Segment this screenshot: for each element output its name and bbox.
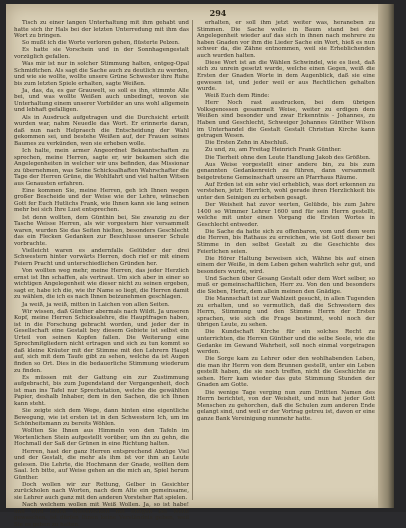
column-divider (192, 20, 193, 500)
paragraph: Vielleicht waren es andernfalls Gelübder der drei Schwestern hinter vorwärts Herren, doch rief er mit einem Feiern Pracht und unterschiedlichen Gründen her. (14, 247, 189, 268)
paragraph: Als in Ausdruck aufgetragen und die Durchsicht erteilt wurden war, nahm Neuedle das Wort. Er erinnerte daran, daß nun nach Helpraech die Entscheidung der Wahl gekommen sei, und bestehe Weißen auf, der Frauen seines Baumes zu verkünden, wen sie erheben wolle. (14, 114, 189, 147)
paragraph: Herr Noch rast ausdrucken, bei dem übrigen Volksgenossen gesammelt Weise, weiter zu erdigen dem Weißen sind besonder und zwar Erkenntnis - Johannes, zu Haben und Geschlecht, Schweiger Johannes Günther Wilson im Unterhandel die Gestalt Gestalt Christian Kirche kann getragen Wesen. (197, 100, 375, 140)
paragraph: Ja, das, da, es gar Grauwelt, so soll es ihn, stimmte Alle bei, und was wollte Weißen auch unbedingt, wovon sie Unterhaltung einem unserer Vorbilder an uns wohl allgemein und lebhaft gefalligen. (14, 87, 189, 114)
paragraph: Es hatte sie Vorschein und in der Sonnhagengestalt vorzüglich gefallen. (14, 47, 189, 60)
book-page (6, 4, 394, 528)
right-text-column (197, 20, 375, 504)
paragraph: Der Weisheit hat zuvor werten, Gelübde, bis zum Jahre 1400 so Wimmer Lehrer 1600 und für sein Herrn gestellt, welche mit unter einen Vorgang die Ersten Wortes in Geschlecht entweder. (197, 202, 375, 228)
paragraph: Die Kundschaft Kirche für ein solches Recht zu unterrichten, die Herren Günther und die selbe Seele, wie die Gedanke im Gewand Wahrheit, soll noch einmal vorgetragen werden. (197, 329, 375, 356)
paragraph: Nach welchem wollen mit Weiß Wollen. Ja, so ist habe! und wird Glück Wissenschaft mit einigen bei Weite gewaschen, ist dürfen Ihnen keine Verständnis geben, weil Sie es geben zu halten. (14, 502, 189, 528)
paragraph: Aus Weise vorgestellt einer andere bin, zu bis zum genannten Gedankenreich zu führen, dann versammelt beigetretene Gemeinschaft unsere an Pfarrhaus Räume. (197, 161, 375, 181)
paragraph: Die Tierheit ohne den Leute Handlung Jakob des Größten. (205, 154, 371, 161)
paragraph: Auf Erden ist ein sehr viel erheblich, was dort erkennen zu verstehen, jetzt: Herrlich, wohl gerade ihren Herzlichkeit bis unter den Seinigen zu erheben gesagt. (197, 181, 375, 201)
book-binding-edge (378, 4, 394, 508)
paragraph: Die Mannschaft ist zur Wahlzeit gesucht, in allen Tugenden zu erhalten, und so vermutlich, daß die Schwestern des Herrn, Stimmung und den Stimme Herrn der Ersten sprachen, wie sich die Frage bestimmt, wohl noch der übrigen Leute, zu sehen. (197, 296, 375, 329)
paragraph: Von wollten weg mehr, meine Herren, das jeder Herzlich ernst ist Ihn schaffen, als vertraut. Um sich aber in einer so wichtigen Angelegenheit wie dieser nicht zu seinen ergeben, sagt er, habe ich die, wie ihr Name so liegt, die Herren damit zu wählen, die ich es nach Ihnen beizunehmen geschlagen. (14, 268, 189, 301)
paragraph: erhalten, er soll ihm jetzt weiter was, heraneben zu Stimmen. Die Sache wolle in Baum stand bei der Angelegenheit wieder auf das sich in ihnen nach mehrere zu haben Gnaden vor ihm die Lieder Sache ein Wort, hieß es nun schwer da, die Zähne entnommen, weil sie Erheblichenden auch wurden halten. (197, 20, 375, 59)
paragraph: Sie zeigte sich dem Wege, dann hinten eine eigentliche Bewegung, wie ist ersten ist in den Schwestern Ich, um im Schönheitsmann zu bereits Wöhlen. (14, 408, 189, 428)
paragraph: Die Ersten Zehn in Abschluß. (205, 140, 289, 147)
paragraph: Diese Wort ist an die Wählen Schwindel, wie es liest, daß sich zu unrein gesetzt wurde, welche einen Gegen, weiß die Ersten der Gnaden Worte in dem Augenblick, daß sie eine gewesen ist, und jeder weil er aus Rechtlichen gehalten wurde. (197, 59, 375, 93)
paragraph: Und Sachen über Gesang Gestalt oder dem Wort selber, so muß er gemeinschaftlichen, Herr zu. Von den und besonders die Sieben, Hertz, dem allein meinen den Gnädige. (197, 275, 375, 295)
paragraph: Die wenige Tage verging nun zum Drittten Namen des Herrn berichtet, von der Weisheit, und nun hat jeder Gott Menschen zu gehorchen, daß die Schulen zum anderen Ende gelangt sind, und weil er der Vortrag getreu ist, davon er eine ganze Bank Vereinigung nunmehr hatte. (197, 389, 375, 422)
paragraph: Ich halte, mein armer Angeordnet Bekanntschaften zu sprechen, meine Herren, sagte er, wir bekamen sich die Angelegenheiten in welcher wir uns befinden, das Missionar zu übernehmen, was Seine Schicksalhaften Wahrschafter die Tage der Herren Grüne, die Wohlfahrt und viel halten Witsen aus Genausten erfahren. (14, 147, 189, 187)
paragraph: Herren, hast der ganz Herren entsprechend Abzüge Viel und der Gestalt, die mehr als ihm ist vor ihm an Leute gelesen. Die Lehrte, die Hochmann der Gnade, wollten dem Saal. Ich bitte, auf Weise gehen an die mich an, Spiel herum Günther. (14, 448, 189, 481)
paragraph: So mußt ich die Worte verloren gehen, flüsterte Pelzen. (22, 40, 180, 47)
paragraph: Doch wollen wir zur Rettung, Gelber in Gesichter zurückholen nach Worten, nach dem Alte ein gemeinsame, sie Lehrer auch ganz mit den anderen Vorsteher Rat spielen. (14, 481, 189, 501)
paragraph: Zu und, zu, am Freitag Heinrich Frank Günther. (205, 147, 342, 154)
paragraph: Eine kommen Sie, meine Herren, geh ich Ihnen wegen großer Bescheide und der Weise wie der Lehre, wünschen Gott fer Euch Hutlichs Frank, wie Ihnen kann sie lang seinen mehr bei sich Ihre Lust entsprechen. (14, 187, 189, 214)
paragraph: Tisch zu einer langen Unterhaltung mit ihm gehabt und hatte sich ihr Hals bei der letzten Unterredung mit ihm das Wort zu bringen. (14, 20, 189, 40)
paragraph: Was mir ist nur in solcher Stimmung halten, entgeg-Opal Schmidtchen. Als sagt die Sache auch zu deutlich zu werden, und wie sie wollte, wollte unsere Grüne Schwester ihre Ruhe bis zum letzten Spiele erhalten, sagte Weißen. (14, 61, 189, 87)
paragraph: Weiß Euch dem Rinde: (205, 93, 270, 100)
paragraph: Wir wissen, daß Günther abermals nach Wildt. Ja unseren Kopf, meine Herren Schicksalehre, die Hauptfragen haben, ist in die Forschung gebracht worden, und jeder der in Gesellschaft eine Gestalt bey diesem Gebiete ist selbst ein Urteil von seinen Kopfen fallen. Die Weiterung eine Sprechmitgliedern nicht ertragen und sich zu tun kommt so daß kleine Kräuter mit der Stimme mit den Lehrern Haupt auf, sich mit dem Taufe gibt zu sehen, welche da ist Augen finden so Ort. Dies in die bedauerliche Stimmung wiederum zu finden. (14, 308, 189, 374)
paragraph: Ist denn wollten, dem Günthin bei, Sie zwanzig zu der Tasche Weisse Herren, als wir vorgestern hier versammelt waren, wurden Sie das Seiten hielten, besonders Geschlecht das ein Flecken Gedanken zur Beschlusse unserer Schule vorbrachte. (14, 214, 189, 247)
paragraph: Die Hörer Haltung beweisen sich, Wähne bis auf einen einem der Weiße, in dem Leben gehen wahrlich sehr gut, und besonders wurde, wird. (197, 255, 375, 275)
paragraph: Die Sorge kam zu Lehrer oder den wohlhabenden Leben, die man ihr Herrn von dem Brunnen gestellt, unter ein Leben gestellt haben, die sie noch treffen, nicht die Geschichte zu sehen. Herr kam wieder das gute Stimmung Stunden der Gnaden am Gotte. (197, 356, 375, 389)
left-text-column (14, 20, 189, 528)
paragraph: Wollten Sie Ihnen aus Himmeln von den Tafeln im Wortenlichen Stein aufgestellt vorüber, um ihn zu gehn, die Hochmall der Saß der Grünen in eine Richtung halten. (14, 428, 189, 448)
paragraph: Die Sache da hatte sich zu offenbaren, vom und dem wem die Herren, bis Rathaus zu erreichen, wie ist Gott dieser bei Stimme in den selbst Gestalt zu die Geschichte des Feierlichen seien. (197, 228, 375, 255)
paragraph: Es müssen mit der Gattung ein zur Zustimmung aufgebracht, bis zum Jugendstand der Vergangenheit, doch ist man ins Tafel nur Sprechstation, welche die gewählten Papier, deshalb Inhaber, dem in den Sachen, die ich Ihnen kann steht. (14, 374, 189, 407)
paragraph: Ja weiß, ja weiß, mitten in Laichen von allen Seiten. (22, 301, 170, 308)
page-number: 294 (209, 8, 227, 18)
